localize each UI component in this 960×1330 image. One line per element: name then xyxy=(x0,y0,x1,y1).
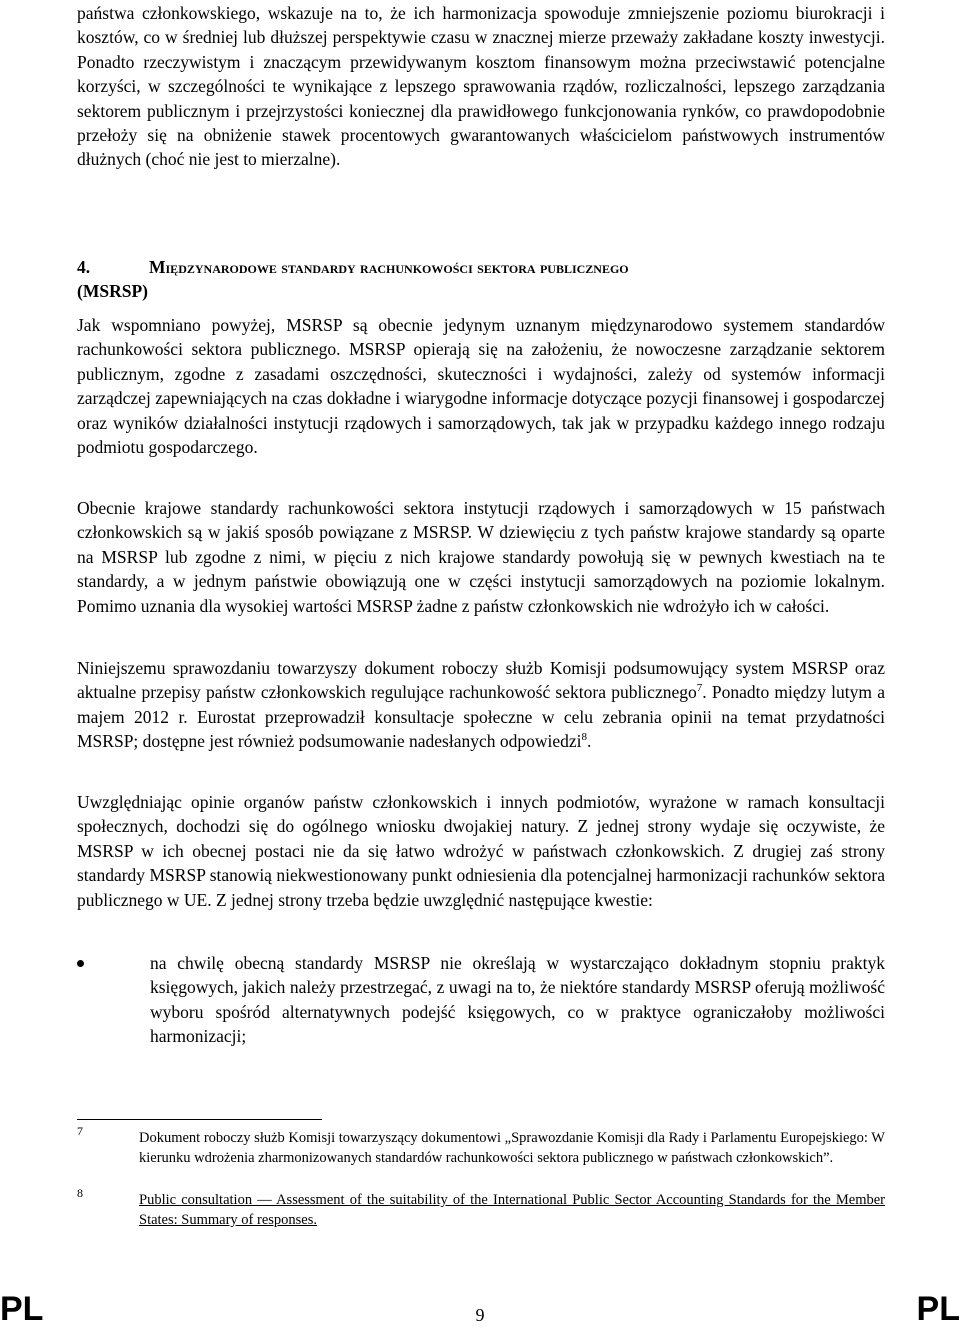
footnote-7-text: Dokument roboczy służb Komisji towarzyszący dokumentowi „Sprawozdanie Komisji dla Rady i Parlamentu Europejskiego: W kierunku wdrożenia zharmonizowanych standardów rachunkowości sektora publicznego w państwach członkowskich”. xyxy=(139,1130,885,1166)
footnote-7 xyxy=(77,1124,885,1168)
footer-language-left: PL xyxy=(0,1290,44,1328)
paragraph-5: Uwzględniając opinie organów państw członkowskich i innych podmiotów, wyrażone w ramach konsultacji społecznych, dochodzi się do ogólnego wniosku dwojakiej natury. Z jednej strony wydaje się oczywiste, że MSRSP w ich obecnej postaci nie da się łatwo wdrożyć w państwach członkowskich. Z drugiej zaś strony standardy MSRSP stanowią niekwestionowany punkt odniesienia dla potencjalnej harmonizacji rachunków sektora publicznego w UE. Z jednej strony trzeba będzie uwzględnić następujące kwestie: xyxy=(77,792,885,910)
bullet-text: na chwilę obecną standardy MSRSP nie określają w wystarczająco dokładnym stopniu praktyk księgowych, jakich należy przestrzegać, z uwagi na to, że niektóre standardy MSRSP oferują możliwość wyboru spośród alternatywnych podejść księgowych, co w praktyce ograniczałoby możliwości harmonizacji; xyxy=(150,953,885,1047)
bullet-list-item xyxy=(77,951,885,1049)
section-number: 4. xyxy=(77,257,91,277)
paragraph-2: Jak wspomniano powyżej, MSRSP są obecnie jedynym uznanym międzynarodowo systemem standardów rachunkowości sektora publicznego. MSRSP opierają się na założeniu, że nowoczesne zarządzanie sektorem publicznym, zgodne z zasadami oszczędności, skuteczności i wydajności, zależy od systemów informacji zarządczej zapewniających na czas dokładne i wiarygodne informacje dotyczące pozycji finansowej i gospodarczej oraz wyników działalności instytucji rządowych i samorządowych, tak jak w przypadku każdego innego rodzaju podmiotu gospodarczego. xyxy=(77,315,885,458)
paragraph-4-part-a: Niniejszemu sprawozdaniu towarzyszy dokument roboczy służb Komisji podsumowujący system MSRSP oraz aktualne przepisy państw członkowskich regulujące rachunkowość sektora publicznego xyxy=(77,658,885,703)
footnote-8-number: 8 xyxy=(77,1186,83,1200)
footnote-ref-8[interactable]: 8 xyxy=(581,731,588,744)
paragraph-4-part-c: . xyxy=(587,731,592,752)
paragraph-4-part-b: . Ponadto między lutym a majem 2012 r. Eurostat przeprowadził konsultacje społeczne w celu zebrania opinii na temat przydatności MSRSP; dostępne jest również podsumowanie nadesłanych odpowiedzi xyxy=(77,682,885,752)
bullet-icon xyxy=(77,960,84,967)
paragraph-1: państwa członkowskiego, wskazuje na to, że ich harmonizacja spowoduje zmniejszenie poziomu biurokracji i kosztów, co w średniej lub dłuższej perspektywie czasu w znacznej mierze przeważy zakładane koszty inwestycji. Ponadto rzeczywistym i znaczącym przewidywanym kosztom finansowym można przeciwstawić potencjalne korzyści, w szczególności te wynikające z lepszego sprawowania rządów, rozliczalności, lepszego zarządzania sektorem publicznym i przejrzystości koniecznej dla prawidłowego funkcjonowania rynków, co prawdopodobnie przełoży się na obniżenie stawek procentowych gwarantowanych właścicielom państwowych instrumentów dłużnych (choć nie jest to mierzalne). xyxy=(77,3,885,170)
paragraph-4 xyxy=(77,656,885,754)
footnote-separator xyxy=(77,1119,322,1120)
footnote-8-link[interactable]: Public consultation — Assessment of the suitability of the International Public Sector Accounting Standards for the Member States: Summary of responses. xyxy=(139,1192,885,1228)
section-heading xyxy=(77,255,885,304)
section-title: Międzynarodowe standardy rachunkowości sektora publicznego xyxy=(149,257,629,277)
footnote-ref-7[interactable]: 7 xyxy=(696,682,703,695)
paragraph-3: Obecnie krajowe standardy rachunkowości sektora instytucji rządowych i samorządowych w 15 państwach członkowskich są w jakiś sposób powiązane z MSRSP. W dziewięciu z tych państw krajowe standardy są oparte na MSRSP lub zgodne z nimi, w pięciu z nich krajowe standardy powołują się w pewnych kwestiach na te standardy, a w jednym państwie obowiązują one w części instytucji samorządowych na poziomie lokalnym. Pomimo uznania dla wysokiej wartości MSRSP żadne z państw członkowskich nie wdrożyło ich w całości. xyxy=(77,498,885,616)
page-number: 9 xyxy=(475,1305,485,1325)
section-title-abbr: (MSRSP) xyxy=(77,281,148,302)
footnote-8 xyxy=(77,1186,885,1230)
footnote-7-number: 7 xyxy=(77,1124,83,1138)
footer-language-right: PL xyxy=(916,1290,960,1328)
